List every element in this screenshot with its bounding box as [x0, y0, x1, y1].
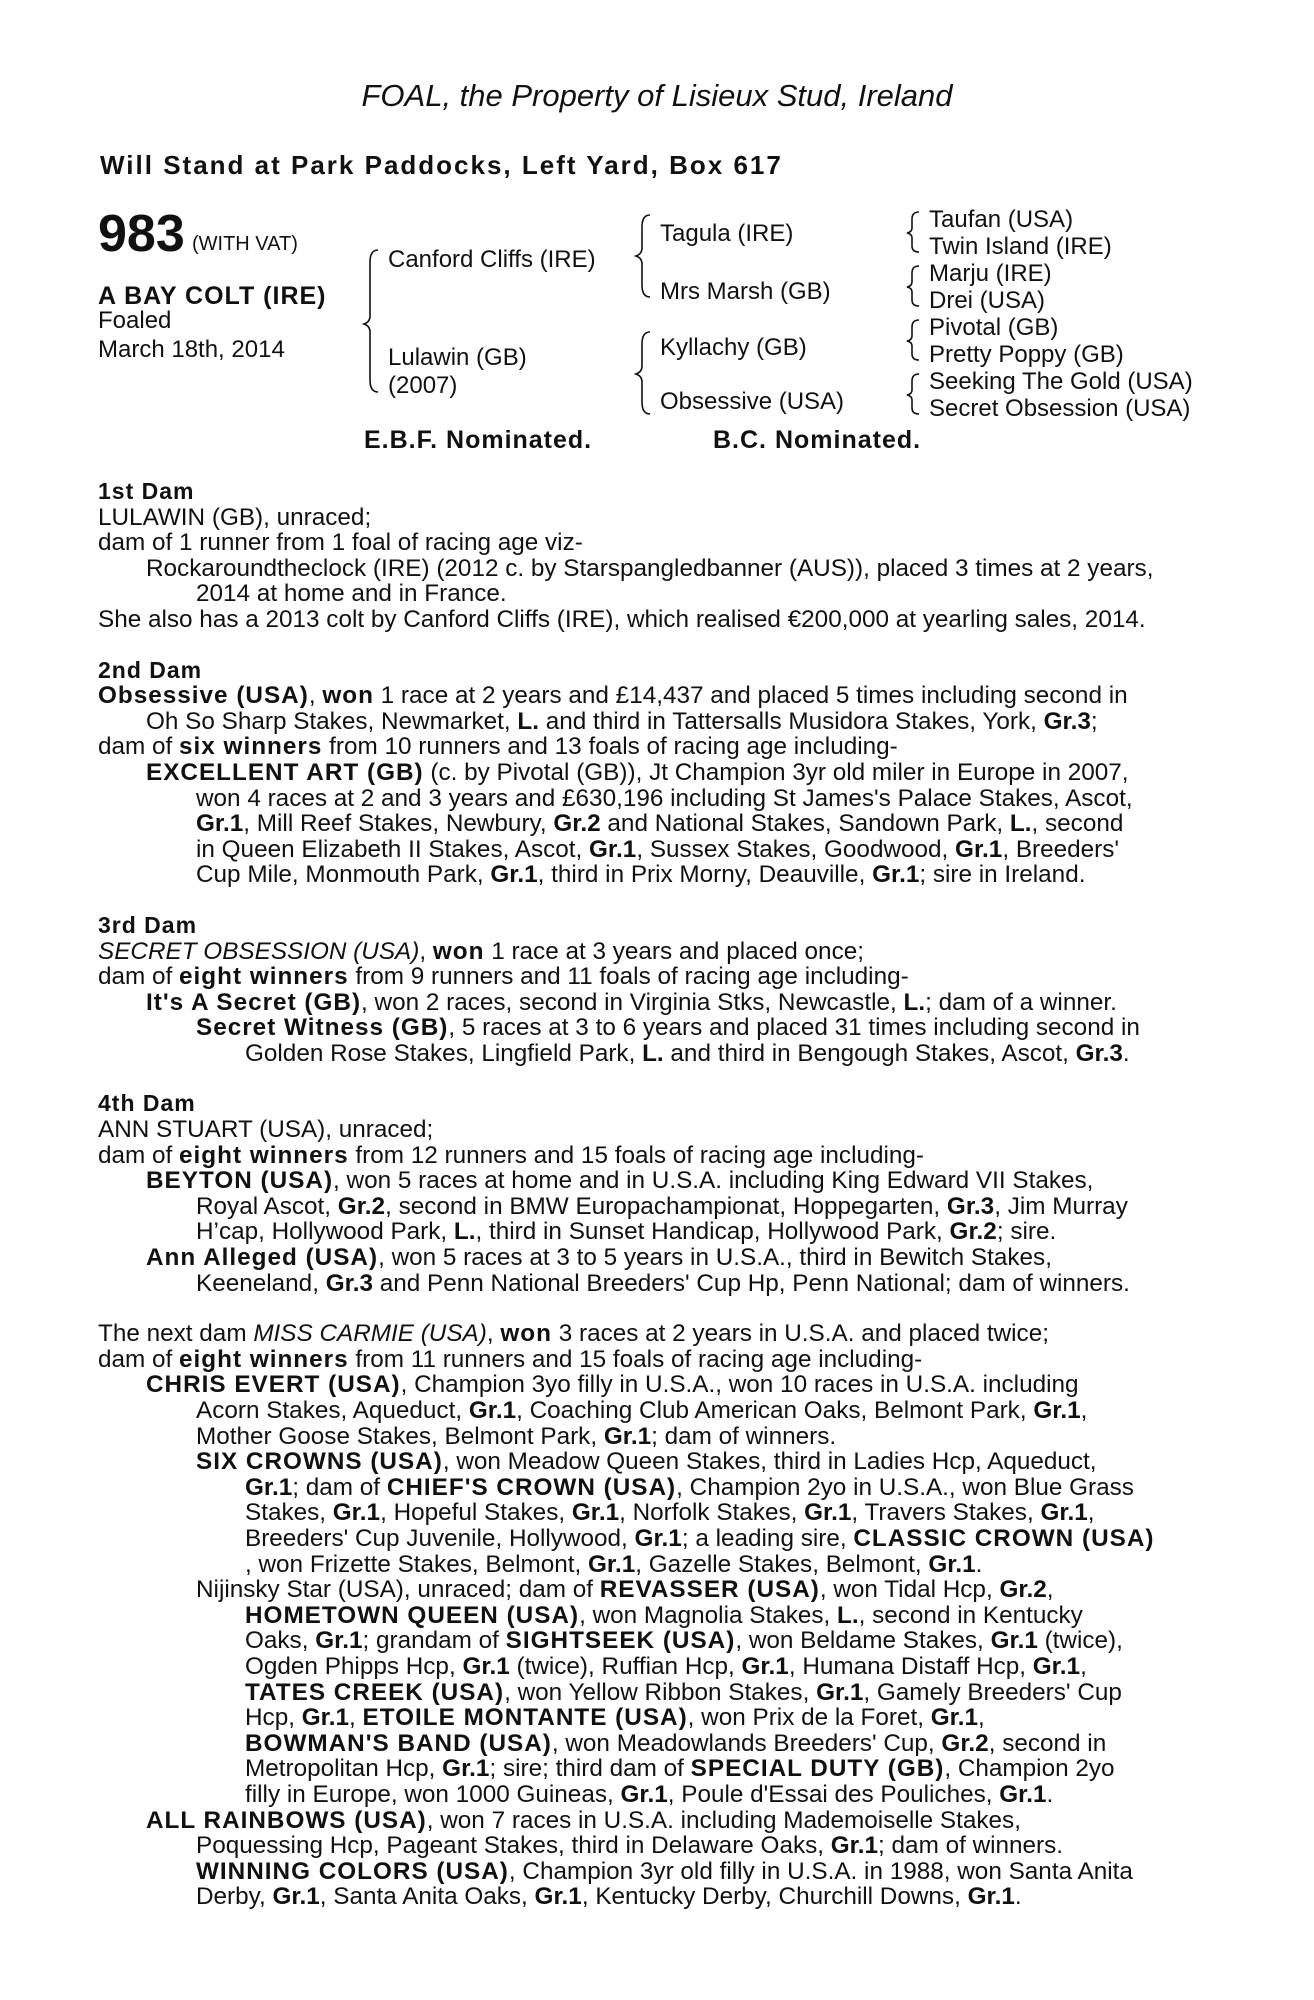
text-line: Hcp, Gr.1, ETOILE MONTANTE (USA), won Prix de la Foret, Gr.1, — [245, 1704, 985, 1732]
text-line: Ann Alleged (USA), won 5 races at 3 to 5 years in U.S.A., third in Bewitch Stakes, — [146, 1244, 1052, 1272]
text-line: EXCELLENT ART (GB) (c. by Pivotal (GB)), Jt Champion 3yr old miler in Europe in 2007, — [146, 758, 1129, 786]
text-line: Stakes, Gr.1, Hopeful Stakes, Gr.1, Norfolk Stakes, Gr.1, Travers Stakes, Gr.1, — [245, 1499, 1095, 1527]
text-line: Acorn Stakes, Aqueduct, Gr.1, Coaching Club American Oaks, Belmont Park, Gr.1, — [196, 1397, 1088, 1424]
text-line: BEYTON (USA), won 5 races at home and in U.S.A. including King Edward VII Stakes, — [146, 1167, 1094, 1195]
text-line: Nijinsky Star (USA), unraced; dam of REVASSER (USA), won Tidal Hcp, Gr.2, — [196, 1576, 1054, 1604]
horse-ref: BOWMAN'S BAND (USA) — [245, 1729, 552, 1757]
foaled-date: March 18th, 2014 — [98, 336, 285, 363]
text-line: The next dam MISS CARMIE (USA), won 3 races at 2 years in U.S.A. and placed twice; — [98, 1320, 1049, 1348]
section-heading: 2nd Dam — [98, 656, 203, 683]
text-line: Gr.1, Mill Reef Stakes, Newbury, Gr.2 and National Stakes, Sandown Park, L., second — [196, 810, 1124, 838]
pedigree-g3: Pretty Poppy (GB) — [929, 341, 1124, 368]
horse-ref: WINNING COLORS (USA) — [196, 1857, 509, 1885]
text-line: Cup Mile, Monmouth Park, Gr.1, third in Prix Morny, Deauville, Gr.1; sire in Ireland. — [196, 861, 1086, 889]
text-line: dam of eight winners from 11 runners and 15 foals of racing age including- — [98, 1345, 923, 1373]
text-line: Gr.1; dam of CHIEF'S CROWN (USA), Champion 2yo in U.S.A., won Blue Grass — [245, 1473, 1134, 1501]
pedigree-g3: Secret Obsession (USA) — [929, 395, 1191, 422]
pedigree-dam-sire: Kyllachy (GB) — [660, 334, 807, 361]
text-line: Ogden Phipps Hcp, Gr.1 (twice), Ruffian Hcp, Gr.1, Humana Distaff Hcp, Gr.1, — [245, 1652, 1087, 1680]
lot-vat: (WITH VAT) — [192, 233, 298, 255]
text-line: Derby, Gr.1, Santa Anita Oaks, Gr.1, Kentucky Derby, Churchill Downs, Gr.1. — [196, 1883, 1022, 1911]
pedigree-g3: Pivotal (GB) — [929, 314, 1059, 341]
pedigree-sire-sire: Tagula (IRE) — [660, 220, 794, 247]
section-heading: 1st Dam — [98, 478, 195, 504]
text-line: won 4 races at 2 and 3 years and £630,196 including St James's Palace Stakes, Ascot, — [196, 784, 1133, 812]
text-line: Oh So Sharp Stakes, Newmarket, L. and third in Tattersalls Musidora Stakes, York, Gr.3; — [146, 707, 1098, 735]
horse-name: A BAY COLT (IRE) — [98, 282, 327, 310]
text-line: in Queen Elizabeth II Stakes, Ascot, Gr.1, Sussex Stakes, Goodwood, Gr.1, Breeders' — [196, 835, 1120, 863]
pedigree-g3: Taufan (USA) — [929, 206, 1074, 233]
text-line: , won Frizette Stakes, Belmont, Gr.1, Gazelle Stakes, Belmont, Gr.1. — [245, 1550, 983, 1578]
pedigree-g3: Marju (IRE) — [929, 260, 1052, 287]
foaled-label: Foaled — [98, 307, 172, 334]
stand-location: Will Stand at Park Paddocks, Left Yard, Box 617 — [100, 150, 783, 180]
catalogue-body — [98, 479, 1208, 1910]
pedigree-dam-dam: Obsessive (USA) — [660, 388, 845, 415]
pedigree-dam: Lulawin (GB) — [388, 344, 527, 371]
text-line: Secret Witness (GB), 5 races at 3 to 6 years and placed 31 times including second in — [196, 1014, 1140, 1042]
text-line: filly in Europe, won 1000 Guineas, Gr.1, Poule d'Essai des Pouliches, Gr.1. — [245, 1780, 1054, 1808]
horse-ref: Ann Alleged (USA) — [146, 1244, 379, 1272]
text-line: H’cap, Hollywood Park, L., third in Sunset Handicap, Hollywood Park, Gr.2; sire. — [196, 1218, 1057, 1246]
horse-ref: It's A Secret (GB) — [146, 988, 362, 1016]
horse-ref: Obsessive (USA) — [98, 682, 309, 710]
pedigree-sire: Canford Cliffs (IRE) — [388, 246, 596, 273]
page-title: FOAL, the Property of Lisieux Stud, Ireland — [361, 78, 953, 113]
horse-ref: SIX CROWNS (USA) — [196, 1448, 443, 1476]
text-line: SIX CROWNS (USA), won Meadow Queen Stakes, third in Ladies Hcp, Aqueduct, — [196, 1448, 1097, 1476]
text-line: Rockaroundtheclock (IRE) (2012 c. by Starspangledbanner (AUS)), placed 3 times at 2 years, — [146, 554, 1154, 582]
text-line: LULAWIN (GB), unraced; — [98, 503, 372, 531]
pedigree-dam-year: (2007) — [388, 372, 458, 399]
ebf-nominated: E.B.F. Nominated. — [364, 426, 593, 454]
pedigree-sire-dam: Mrs Marsh (GB) — [660, 278, 831, 305]
text-line: BOWMAN'S BAND (USA), won Meadowlands Breeders' Cup, Gr.2, second in — [245, 1729, 1107, 1757]
text-line: dam of six winners from 10 runners and 13 foals of racing age including- — [98, 733, 898, 761]
horse-ref: HOMETOWN QUEEN (USA) — [245, 1601, 580, 1629]
bc-nominated: B.C. Nominated. — [713, 426, 922, 454]
text-line: Mother Goose Stakes, Belmont Park, Gr.1; dam of winners. — [196, 1422, 837, 1450]
text-line: Obsessive (USA), won 1 race at 2 years and £14,437 and placed 5 times including second in — [98, 682, 1128, 710]
section-heading: 3rd Dam — [98, 911, 198, 938]
lot-number: 983 — [98, 205, 185, 263]
text-line: HOMETOWN QUEEN (USA), won Magnolia Stakes, L., second in Kentucky — [245, 1601, 1083, 1629]
section-heading: 4th Dam — [98, 1090, 196, 1117]
text-line: Keeneland, Gr.3 and Penn National Breeders' Cup Hp, Penn National; dam of winners. — [196, 1269, 1130, 1297]
horse-ref: BEYTON (USA) — [146, 1167, 334, 1195]
text-line: CHRIS EVERT (USA), Champion 3yo filly in U.S.A., won 10 races in U.S.A. including — [146, 1371, 1079, 1399]
text-line: Metropolitan Hcp, Gr.1; sire; third dam of SPECIAL DUTY (GB), Champion 2yo — [245, 1755, 1115, 1783]
text-line: SECRET OBSESSION (USA), won 1 race at 3 years and placed once; — [98, 937, 864, 965]
horse-ref: EXCELLENT ART (GB) — [146, 758, 424, 786]
pedigree-g3: Twin Island (IRE) — [929, 233, 1112, 260]
text-line: dam of 1 runner from 1 foal of racing age viz- — [98, 529, 583, 557]
text-line: Poquessing Hcp, Pageant Stakes, third in Delaware Oaks, Gr.1; dam of winners. — [196, 1832, 1064, 1860]
text-line: TATES CREEK (USA), won Yellow Ribbon Stakes, Gr.1, Gamely Breeders' Cup — [245, 1678, 1122, 1706]
horse-ref: TATES CREEK (USA) — [245, 1678, 505, 1706]
horse-ref: Secret Witness (GB) — [196, 1014, 449, 1042]
text-line: ALL RAINBOWS (USA), won 7 races in U.S.A. including Mademoiselle Stakes, — [146, 1806, 1021, 1834]
won-label: won — [322, 682, 374, 710]
text-line: She also has a 2013 colt by Canford Cliffs (IRE), which realised €200,000 at yearling sales, 2014. — [98, 605, 1146, 633]
pedigree-g3: Seeking The Gold (USA) — [929, 368, 1193, 395]
text-line: Oaks, Gr.1; grandam of SIGHTSEEK (USA), won Beldame Stakes, Gr.1 (twice), — [245, 1627, 1123, 1655]
text-line: Golden Rose Stakes, Lingfield Park, L. and third in Bengough Stakes, Ascot, Gr.3. — [245, 1039, 1130, 1067]
text-line: WINNING COLORS (USA), Champion 3yr old filly in U.S.A. in 1988, won Santa Anita — [196, 1857, 1133, 1885]
text-line: dam of eight winners from 9 runners and 11 foals of racing age including- — [98, 963, 909, 991]
text-line: Royal Ascot, Gr.2, second in BMW Europachampionat, Hoppegarten, Gr.3, Jim Murray — [196, 1192, 1128, 1220]
text-line: dam of eight winners from 12 runners and 15 foals of racing age including- — [98, 1141, 925, 1169]
text-line: 2014 at home and in France. — [196, 580, 507, 608]
horse-ref: CHRIS EVERT (USA) — [146, 1371, 401, 1399]
text-line: Breeders' Cup Juvenile, Hollywood, Gr.1; a leading sire, CLASSIC CROWN (USA) — [245, 1524, 1155, 1552]
text-line: It's A Secret (GB), won 2 races, second in Virginia Stks, Newcastle, L.; dam of a winner. — [146, 988, 1117, 1016]
text-line: ANN STUART (USA), unraced; — [98, 1116, 434, 1144]
pedigree-g3: Drei (USA) — [929, 287, 1046, 314]
horse-ref: ALL RAINBOWS (USA) — [146, 1806, 427, 1834]
